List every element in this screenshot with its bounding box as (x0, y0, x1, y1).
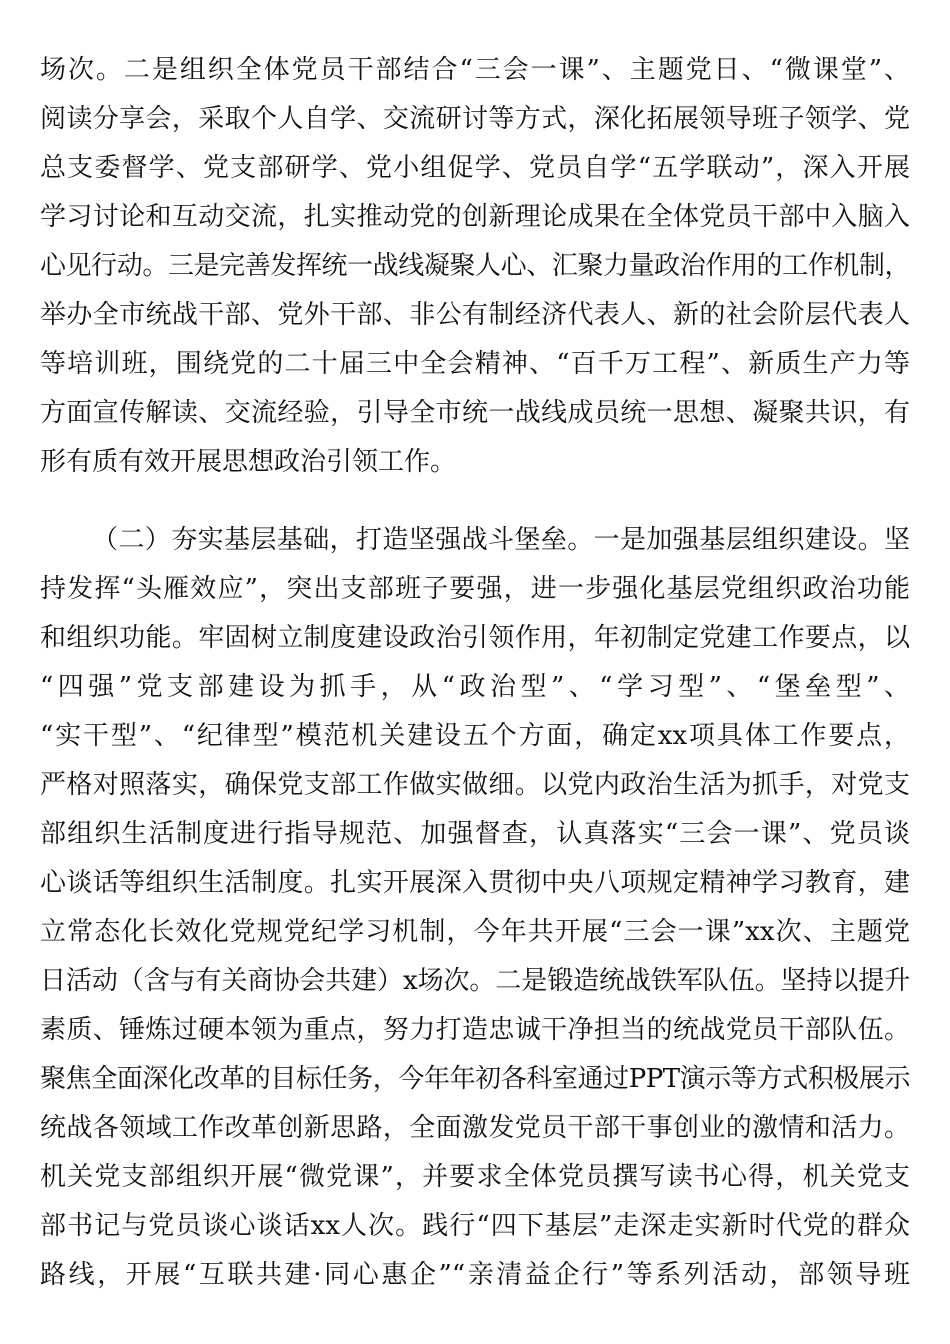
text-line-8: 方面宣传解读、交流经验，引导全市统一战线成员统一思想、凝聚共识，有 (40, 398, 910, 428)
text-line-23: 机关党支部组织开展“微党课”，并要求全体党员撰写读书心得，机关党支 (40, 1162, 910, 1192)
text-line-17: 心谈话等组织生活制度。扎实开展深入贯彻中央八项规定精神学习教育，建 (40, 868, 910, 898)
text-line-15: 严格对照落实，确保党支部工作做实做细。以党内政治生活为抓手，对党支 (40, 770, 910, 800)
text-line-4: 学习讨论和互动交流，扎实推动党的创新理论成果在全体党员干部中入脑入 (40, 202, 910, 232)
text-line-18: 立常态化长效化党规党纪学习机制，今年共开展“三会一课”xx次、主题党 (40, 917, 910, 947)
section-heading-line: （二）夯实基层基础，打造坚强战斗堡垒。一是加强基层组织建设。坚 (92, 525, 910, 555)
text-line-5: 心见行动。三是完善发挥统一战线凝聚人心、汇聚力量政治作用的工作机制， (40, 251, 910, 281)
text-line-9: 形有质有效开展思想政治引领工作。 (40, 447, 457, 477)
text-line-11: 持发挥“头雁效应”，突出支部班子要强，进一步强化基层党组织政治功能 (40, 574, 910, 604)
text-line-24: 部书记与党员谈心谈话xx人次。践行“四下基层”走深走实新时代党的群众 (40, 1211, 910, 1241)
text-line-6: 举办全市统战干部、党外干部、非公有制经济代表人、新的社会阶层代表人 (40, 300, 910, 330)
text-line-12: 和组织功能。牢固树立制度建设政治引领作用，年初制定党建工作要点，以 (40, 623, 910, 653)
text-line-19: 日活动（含与有关商协会共建）x场次。二是锻造统战铁军队伍。坚持以提升 (40, 966, 910, 996)
text-line-25: 路线，开展“互联共建·同心惠企”“亲清益企行”等系列活动，部领导班 (40, 1260, 910, 1290)
text-line-21: 聚焦全面深化改革的目标任务，今年年初各科室通过PPT演示等方式积极展示 (40, 1064, 910, 1094)
text-line-14: “实干型”、“纪律型”模范机关建设五个方面，确定xx项具体工作要点， (40, 721, 910, 751)
text-line-1: 场次。二是组织全体党员干部结合“三会一课”、主题党日、“微课堂”、 (40, 55, 910, 85)
text-line-16: 部组织生活制度进行指导规范、加强督查，认真落实“三会一课”、党员谈 (40, 819, 910, 849)
text-line-3: 总支委督学、党支部研学、党小组促学、党员自学“五学联动”，深入开展 (40, 153, 910, 183)
text-line-22: 统战各领域工作改革创新思路，全面激发党员干部干事创业的激情和活力。 (40, 1113, 910, 1143)
text-line-7: 等培训班，围绕党的二十届三中全会精神、“百千万工程”、新质生产力等 (40, 349, 910, 379)
text-line-20: 素质、锤炼过硬本领为重点，努力打造忠诚干净担当的统战党员干部队伍。 (40, 1015, 910, 1045)
text-line-2: 阅读分享会，采取个人自学、交流研讨等方式，深化拓展领导班子领学、党 (40, 104, 910, 134)
text-line-13: “四强”党支部建设为抓手，从“政治型”、“学习型”、“堡垒型”、 (40, 672, 910, 702)
